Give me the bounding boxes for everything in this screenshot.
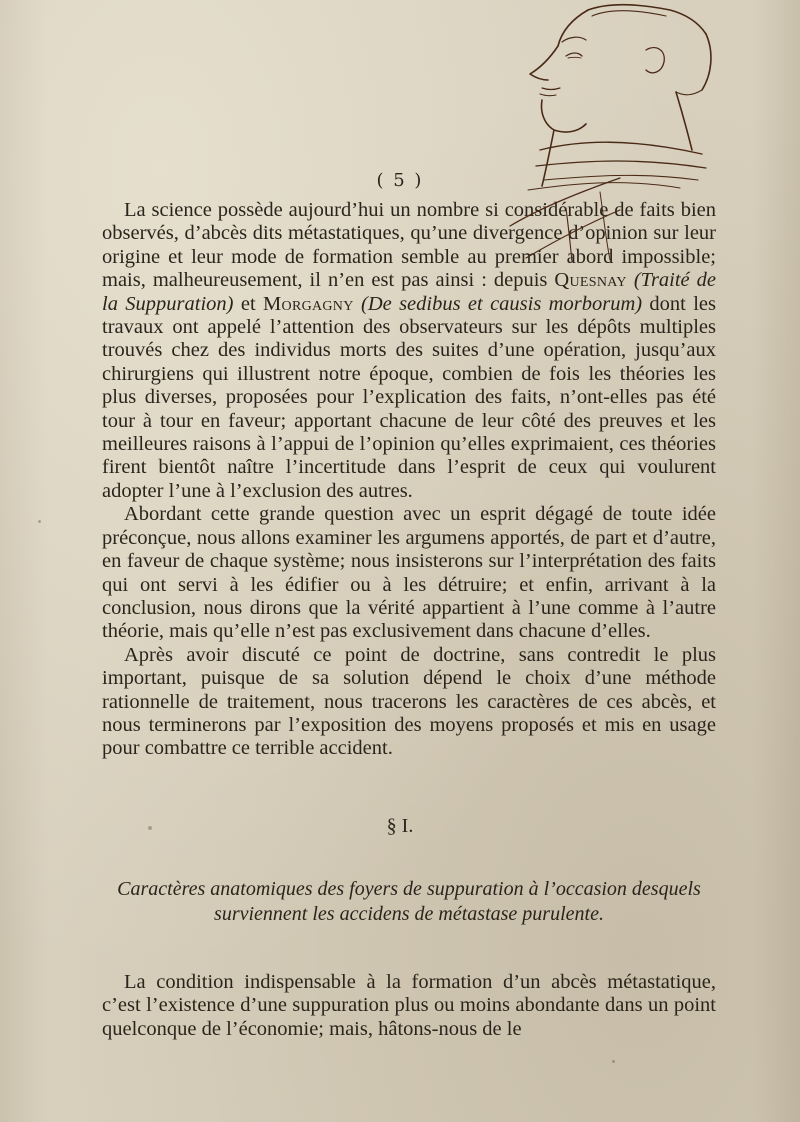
body-paragraph [102,503,716,643]
paragraph-text [354,293,361,315]
continuation-paragraph [102,971,716,1041]
author-name: Morgagny [263,292,354,315]
paper-speck [612,1060,615,1063]
paragraph-text: La science possède aujourd’hui un nombre si considérable de faits bien observés, d’abcès dits métastatiques, qu’une divergence d’opinion sur leur origine et leur mode de formation semble au premier abord impossible; mais, malheureusement, il n’en est pas ainsi : depuis [102,199,716,292]
section-mark: § I. [386,815,414,837]
paragraph-text [627,269,634,291]
continuation-text: La condition indispensable à la formation d’un abcès métastatique, c’est l’existence d’une suppuration plus ou moins abondante dans un point quelconque de l’économie; mais, hâtons-nous de le [102,971,716,1040]
paper-speck [148,826,152,830]
section-heading: Caractères anatomiques des foyers de suppuration à l’occasion desquels surviennent les accidens de métastase purulente. [117,878,701,925]
paragraph-text: Après avoir discuté ce point de doctrine, sans contredit le plus important, puisque de sa solution dépend le choix d’une méthode rationnelle de traitement, nous tracerons les caractères de ces abcès, et nous terminerons par l’exposition des moyens proposés et mis en usage pour combattre ce terrible accident. [102,643,716,760]
body-text [102,199,716,761]
body-paragraph [102,199,716,503]
paper-speck [38,520,41,523]
italic-citation: (Traité de la Suppuration) [102,269,717,315]
paragraph-text: et [233,292,263,315]
paragraph-text: Abordant cette grande question avec un esprit dégagé de toute idée préconçue, nous allons examiner les argumens apportés, de part et d’autre, en faveur de chaque système; nous insisterons sur l’interprétation des faits qui ont servi à les édifier ou à les détruire; et enfin, arrivant à la conclusion, nous dirons que la vérité appartient à l’une comme à l’autre théorie, mais qu’elle n’est pas exclusivement dans chacune d’elles. [102,503,716,643]
author-name: Quesnay [554,269,627,292]
page-number: ( 5 ) [376,170,424,191]
italic-citation: (De sedibus et causis morborum) [361,292,643,315]
body-paragraph [102,644,716,761]
paragraph-text: dont les travaux ont appelé l’attention des observateurs sur les dépôts multiples trouvés chez des individus morts des suites d’une opération, jusqu’aux chirurgiens qui illustrent notre époque, combien de fois les théories les plus diverses, proposées pour l’explication des faits, n’ont-elles pas été tour à tour en faveur; apportant chacune de leur côté des preuves et les meilleures raisons à l’appui de l’opinion qu’elles exprimaient, ces théories firent bientôt naître l’incertitude dans l’esprit de ceux qui voulurent adopter l’une à l’exclusion des autres. [102,292,716,502]
